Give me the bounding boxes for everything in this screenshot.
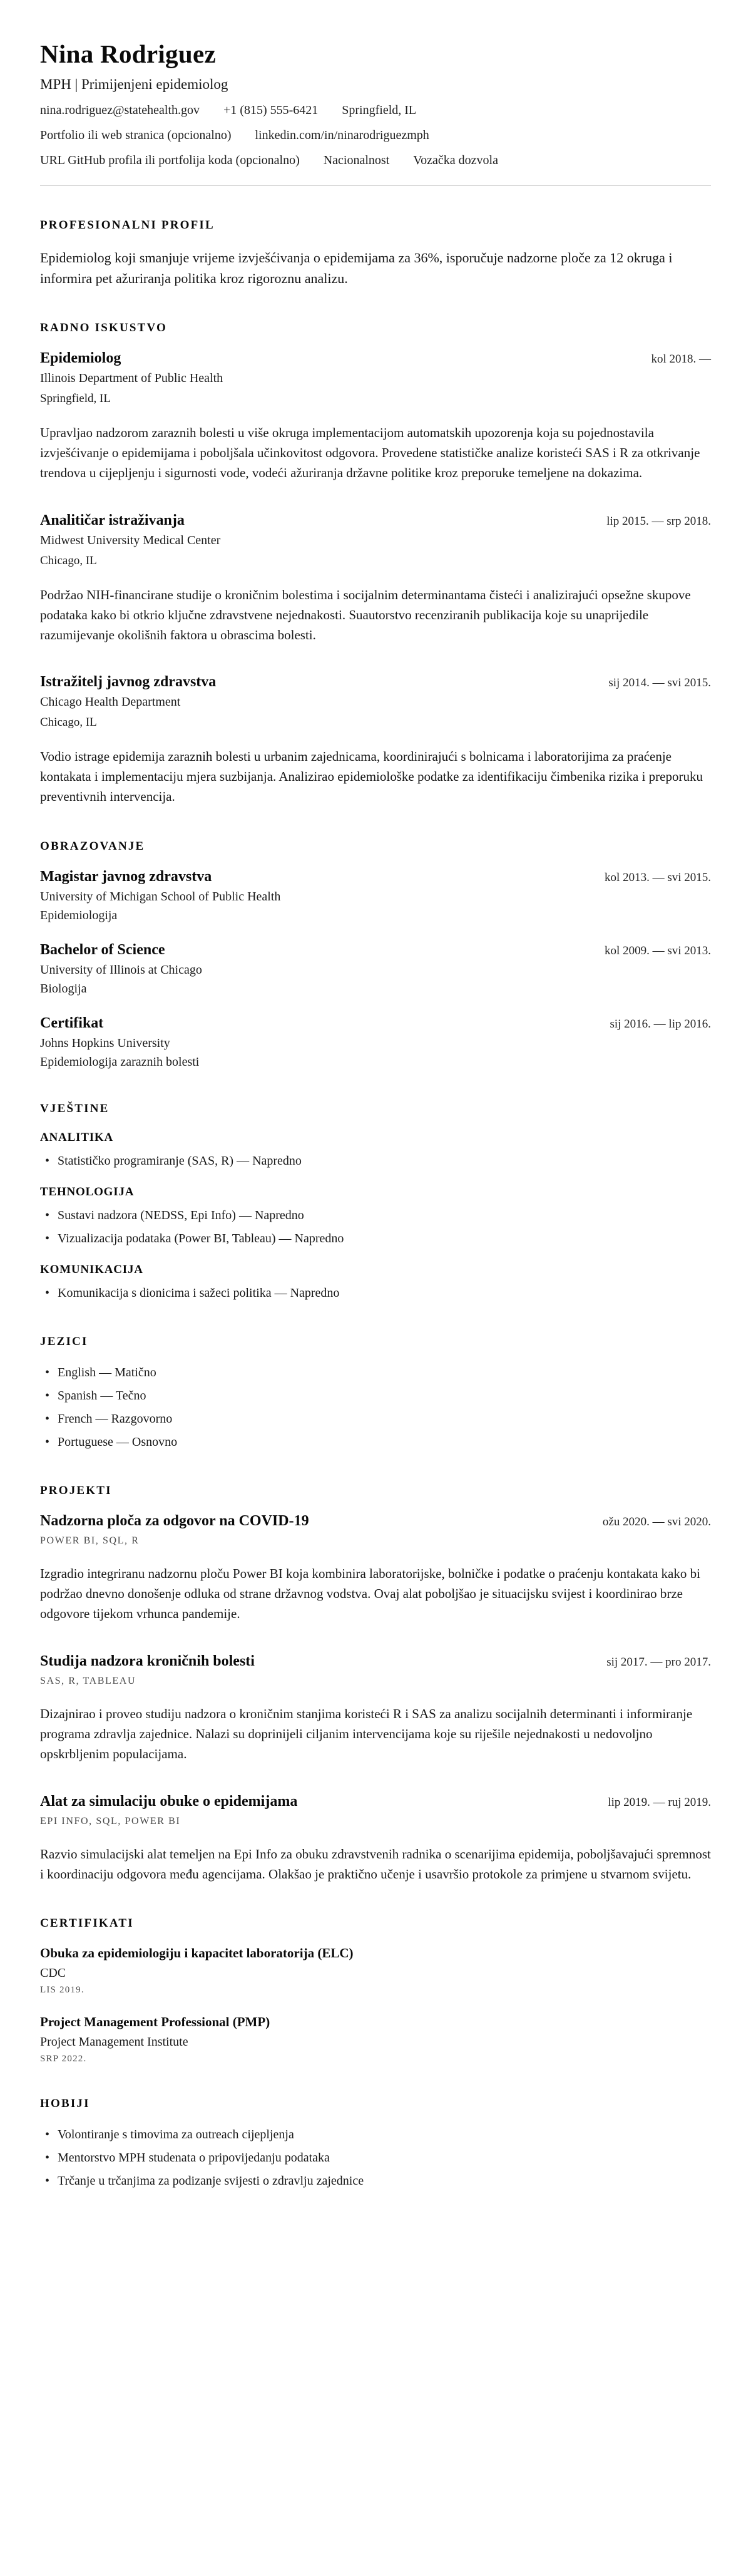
project-title: Studija nadzora kroničnih bolesti (40, 1652, 255, 1669)
nationality-text: Nacionalnost (323, 153, 390, 167)
certificate-title: Obuka za epidemiologiju i kapacitet laboratorija (ELC) (40, 1945, 354, 1961)
field-of-study: Epidemiologija (40, 909, 118, 923)
job-dates: kol 2018. — (651, 353, 711, 366)
job-description: Upravljao nadzorom zaraznih bolesti u više okruga implementacijom automatskih upozorenja koja su pojednostavila izvješćivanje o epidemijama i poboljšala učinkovitost odgovora. Provedene statističke analize koristeći SAS i R za otkrivanje trendova u cijepljenju i sigurnosti vode, vodeći ažuriranja državne politike kroz preporuke temeljene na dokazima. (40, 425, 700, 480)
experience-heading: RADNO ISKUSTVO (40, 321, 168, 334)
hobby-item: • Mentorstvo MPH studenata o pripovijedanju podataka (40, 2149, 711, 2167)
item-head (40, 674, 711, 691)
item-head (40, 1793, 711, 1810)
certificate-date: LIS 2019. (40, 1985, 84, 1996)
drivers-license-text: Vozačka dozvola (413, 153, 498, 167)
language-item: • Portuguese — Osnovno (40, 1433, 711, 1451)
person-subtitle: MPH | Primijenjeni epidemiolog (40, 76, 228, 92)
section-skills (40, 1102, 711, 1302)
language-item: • Spanish — Tečno (40, 1387, 711, 1405)
item-head (40, 350, 711, 367)
skill-item: • Statističko programiranje (SAS, R) — Napredno (40, 1152, 711, 1170)
job-organization: Illinois Department of Public Health (40, 371, 223, 385)
item-head (40, 1015, 711, 1032)
language-item: • English — Matično (40, 1364, 711, 1382)
project-dates: sij 2017. — pro 2017. (606, 1655, 711, 1669)
job-title: Istražitelj javnog zdravstva (40, 674, 217, 691)
skill-list (40, 1284, 711, 1302)
skill-item: • Komunikacija s dionicima i sažeci politika — Napredno (40, 1284, 711, 1302)
language-item: • French — Razgovorno (40, 1410, 711, 1428)
job-description: Podržao NIH-financirane studije o kroničnim bolestima i socijalnim determinantama čisteći i analizirajući opsežne skupove podataka kako bi otkrio ključne zdravstvene nejednakosti. Suautorstvo recenziranih publikacija koje su unaprijedile razumijevanje okolišnih faktora u obrascima bolesti. (40, 587, 691, 642)
project-tools: EPI INFO, SQL, POWER BI (40, 1815, 181, 1826)
job-location: Springfield, IL (40, 392, 111, 405)
degree-dates: kol 2009. — svi 2013. (605, 944, 711, 958)
language-list (40, 1364, 711, 1451)
skill-group (40, 1131, 711, 1170)
location-text: Springfield, IL (342, 103, 417, 117)
languages-heading: JEZICI (40, 1335, 88, 1349)
job-dates: sij 2014. — svi 2015. (608, 676, 711, 690)
section-profile (40, 219, 711, 289)
profile-text: Epidemiolog koji smanjuje vrijeme izvješćivanja o epidemijama za 36%, isporučuje nadzorne ploče za 12 okruga i informira pet ažuriranja politika kroz rigoroznu analizu. (40, 250, 673, 286)
degree-dates: kol 2013. — svi 2015. (605, 871, 711, 885)
job-title: Epidemiolog (40, 350, 121, 366)
section-certificates (40, 1917, 711, 2064)
header-divider (40, 185, 711, 186)
item-head (40, 868, 711, 885)
education-item (40, 1015, 711, 1069)
education-heading: OBRAZOVANJE (40, 840, 145, 853)
skill-group (40, 1185, 711, 1248)
skills-heading: VJEŠTINE (40, 1102, 110, 1116)
project-description: Dizajnirao i proveo studiju nadzora o kroničnim stanjima koristeći R i SAS za analizu socijalnih determinanti i informiranje programa zdravlja zajednice. Nalazi su doprinijeli ciljanim intervencijama koje su riješile nejednakosti u nedovoljno opskrbljenim populacijama. (40, 1706, 693, 1761)
job-organization: Midwest University Medical Center (40, 533, 221, 547)
projects-heading: PROJEKTI (40, 1484, 112, 1498)
resume-header (40, 39, 711, 186)
contact-row-3 (40, 153, 711, 168)
project-item (40, 1793, 711, 1885)
job-organization: Chicago Health Department (40, 695, 181, 709)
contact-row-2 (40, 128, 711, 143)
item-head (40, 512, 711, 529)
item-head (40, 942, 711, 959)
item-head (40, 1513, 711, 1530)
project-title: Nadzorna ploča za odgovor na COVID-19 (40, 1513, 309, 1530)
skill-category: TEHNOLOGIJA (40, 1185, 135, 1199)
linkedin-text: linkedin.com/in/ninarodriguezmph (255, 128, 429, 142)
degree-dates: sij 2016. — lip 2016. (610, 1018, 711, 1031)
project-description: Izgradio integriranu nadzornu ploču Power BI koja kombinira laboratorijske, bolničke i podatke o praćenju kontakata kako bi podržao dnevno donošenje odluka od strane državnog vodstva. Ovaj alat poboljšao je situacijsku svijest i koordinirao brze odgovore tijekom vrhunca pandemije. (40, 1566, 700, 1621)
job-location: Chicago, IL (40, 716, 97, 729)
experience-item (40, 350, 711, 483)
section-languages (40, 1335, 711, 1451)
hobby-list (40, 2126, 711, 2190)
section-education (40, 840, 711, 1069)
person-name: Nina Rodriguez (40, 39, 216, 68)
certificate-title: Project Management Professional (PMP) (40, 2014, 270, 2030)
job-description: Vodio istrage epidemija zaraznih bolesti u urbanim zajednicama, koordinirajući s bolnicama i laboratorijima za praćenje kontakata i implementaciju mjera suzbijanja. Analizirao epidemiološke podatke za identifikaciju čimbenika rizika i preporuku preventivnih intervencija. (40, 749, 703, 805)
school-name: University of Illinois at Chicago (40, 963, 202, 977)
skill-list (40, 1152, 711, 1170)
field-of-study: Biologija (40, 982, 87, 996)
job-location: Chicago, IL (40, 554, 97, 567)
job-dates: lip 2015. — srp 2018. (606, 514, 711, 528)
item-head (40, 1653, 711, 1670)
experience-item (40, 512, 711, 646)
project-tools: SAS, R, TABLEAU (40, 1675, 136, 1686)
certificate-issuer: CDC (40, 1966, 66, 1981)
project-item (40, 1513, 711, 1624)
contact-row-1 (40, 103, 711, 118)
project-tools: POWER BI, SQL, R (40, 1535, 140, 1547)
school-name: Johns Hopkins University (40, 1036, 170, 1051)
project-description: Razvio simulacijski alat temeljen na Epi Info za obuku zdravstvenih radnika o scenarijima epidemija, poboljšavajući spremnost i koordinaciju odgovora među agencijama. Olakšao je praktično učenje i usavršio protokole za primjene u stvarnom svijetu. (40, 1846, 711, 1882)
project-item (40, 1653, 711, 1765)
project-dates: lip 2019. — ruj 2019. (608, 1795, 711, 1809)
section-projects (40, 1484, 711, 1884)
hobbies-heading: HOBIJI (40, 2097, 90, 2111)
certificate-item (40, 1945, 711, 1996)
education-item (40, 942, 711, 996)
section-experience (40, 321, 711, 807)
skill-category: ANALITIKA (40, 1131, 113, 1145)
phone-text: +1 (815) 555-6421 (223, 103, 319, 117)
project-title: Alat za simulaciju obuke o epidemijama (40, 1793, 298, 1810)
github-text: URL GitHub profila ili portfolija koda (opcionalno) (40, 153, 300, 167)
hobby-item: • Trčanje u trčanjima za podizanje svijesti o zdravlju zajednice (40, 2172, 711, 2190)
portfolio-text: Portfolio ili web stranica (opcionalno) (40, 128, 232, 142)
degree-title: Certifikat (40, 1015, 104, 1032)
skill-category: KOMUNIKACIJA (40, 1263, 143, 1277)
skill-item: • Sustavi nadzora (NEDSS, Epi Info) — Napredno (40, 1207, 711, 1225)
job-title: Analitičar istraživanja (40, 512, 185, 528)
skill-item: • Vizualizacija podataka (Power BI, Tableau) — Napredno (40, 1230, 711, 1248)
certificate-date: SRP 2022. (40, 2054, 87, 2064)
skill-list (40, 1207, 711, 1248)
degree-title: Magistar javnog zdravstva (40, 868, 212, 885)
skill-group (40, 1263, 711, 1302)
degree-title: Bachelor of Science (40, 942, 165, 959)
email-text: nina.rodriguez@statehealth.gov (40, 103, 200, 117)
field-of-study: Epidemiologija zaraznih bolesti (40, 1055, 200, 1069)
experience-item (40, 674, 711, 807)
profile-heading: PROFESIONALNI PROFIL (40, 219, 215, 232)
certificates-heading: CERTIFIKATI (40, 1917, 134, 1930)
project-dates: ožu 2020. — svi 2020. (602, 1515, 711, 1529)
education-item (40, 868, 711, 923)
certificate-issuer: Project Management Institute (40, 2035, 188, 2049)
school-name: University of Michigan School of Public Health (40, 890, 281, 904)
section-hobbies (40, 2097, 711, 2190)
certificate-item (40, 2014, 711, 2064)
hobby-item: • Volontiranje s timovima za outreach cijepljenja (40, 2126, 711, 2144)
